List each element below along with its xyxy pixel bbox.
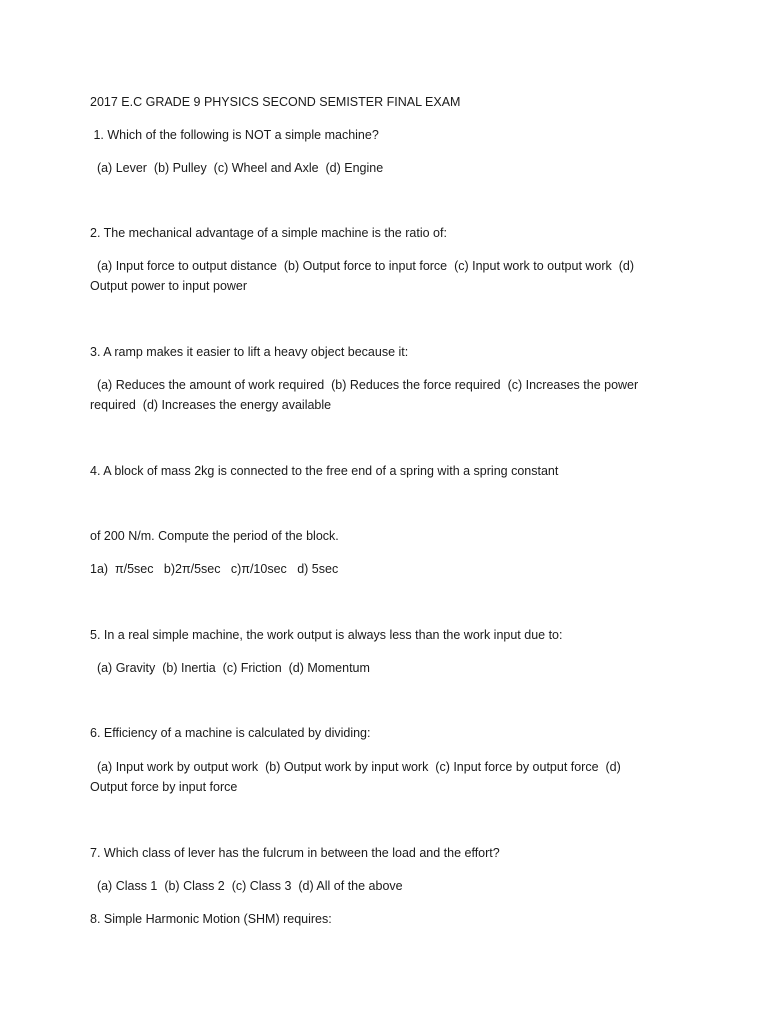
question-6-options-line-1: (a) Input work by output work (b) Output work by input work (c) Input force by output force (d) [90,760,621,774]
question-1: 1. Which of the following is NOT a simple machine? [90,128,379,142]
question-2-options-line-1: (a) Input force to output distance (b) Output force to input force (c) Input work to output work (d) [90,259,635,273]
question-4-line-2: of 200 N/m. Compute the period of the block. [90,529,339,543]
question-4-line-1: 4. A block of mass 2kg is connected to the free end of a spring with a spring constant [90,464,559,478]
question-2-options-line-2: Output power to input power [90,279,248,293]
question-6: 6. Efficiency of a machine is calculated by dividing: [90,726,371,740]
exam-title: 2017 E.C GRADE 9 PHYSICS SECOND SEMISTER FINAL EXAM [90,95,461,109]
question-1-options: (a) Lever (b) Pulley (c) Wheel and Axle (d) Engine [90,161,384,175]
question-5-options: (a) Gravity (b) Inertia (c) Friction (d) Momentum [90,661,370,675]
question-4-options: 1a) π/5sec b)2π/5sec c)π/10sec d) 5sec [90,562,339,576]
question-6-options-line-2: Output force by input force [90,780,238,794]
question-2: 2. The mechanical advantage of a simple machine is the ratio of: [90,226,447,240]
question-7-options: (a) Class 1 (b) Class 2 (c) Class 3 (d) All of the above [90,879,403,893]
question-3-options-line-2: required (d) Increases the energy available [90,398,332,412]
question-3-options-line-1: (a) Reduces the amount of work required (b) Reduces the force required (c) Increases the power [90,378,639,392]
question-7: 7. Which class of lever has the fulcrum in between the load and the effort? [90,846,500,860]
question-8: 8. Simple Harmonic Motion (SHM) requires: [90,912,332,926]
question-5: 5. In a real simple machine, the work output is always less than the work input due to: [90,628,563,642]
question-3: 3. A ramp makes it easier to lift a heavy object because it: [90,345,409,359]
